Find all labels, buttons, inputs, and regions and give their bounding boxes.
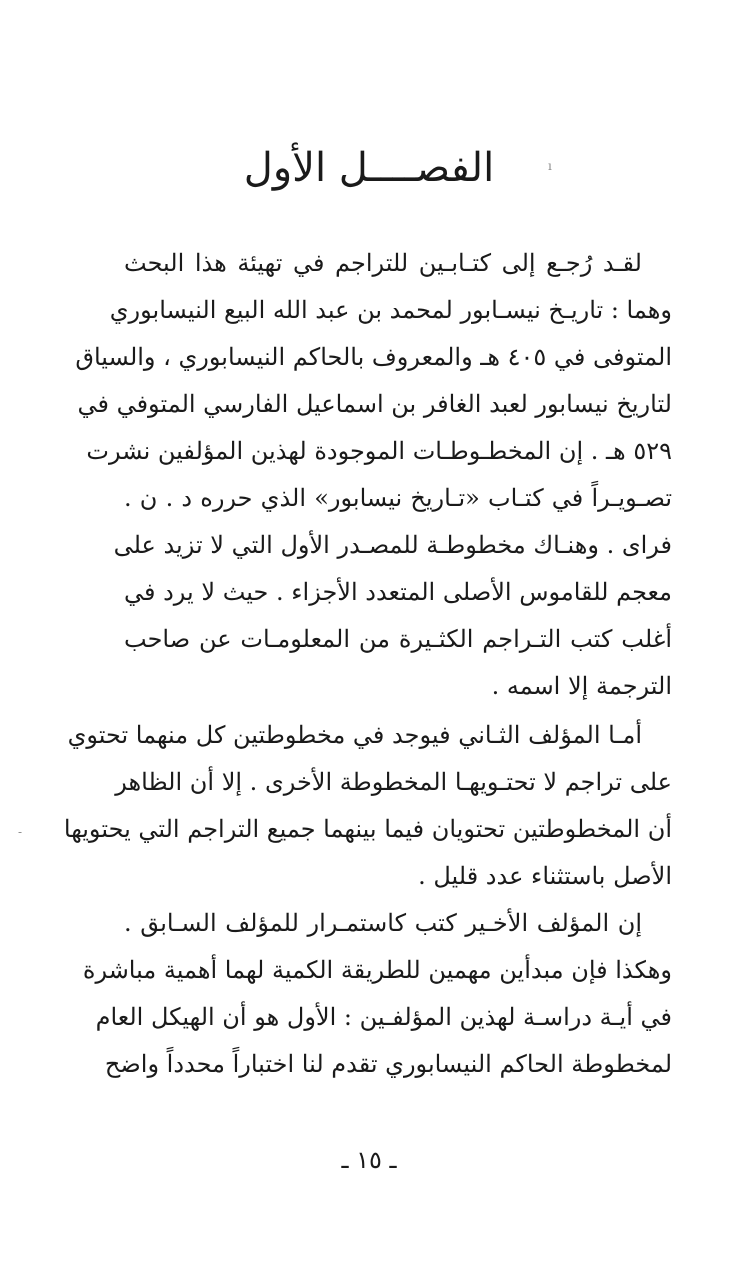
text-line: الترجمة إلا اسمه . xyxy=(491,672,672,700)
text-line: الأصل باستثناء عدد قليل . xyxy=(418,862,672,890)
text-line: أن المخطوطتين تحتويان فيما بينهما جميع التراجم التي يحتويها xyxy=(63,815,672,843)
margin-mark-side: - xyxy=(18,825,23,839)
chapter-title: الفصــــل الأول xyxy=(243,145,495,191)
text-line: لمخطوطة الحاكم النيسابوري تقدم لنا اختباراً محدداً واضح xyxy=(104,1050,672,1078)
text-line: إن المؤلف الأخـير كتب كاستمـرار للمؤلف السـابق . xyxy=(124,909,642,937)
text-line: في أيـة دراسـة لهذين المؤلفـين : الأول هو أن الهيكل العام xyxy=(95,1003,672,1031)
text-line: المتوفى في ٤٠٥ هـ والمعروف بالحاكم النيسابوري ، والسياق xyxy=(75,343,672,371)
margin-mark-top: ı xyxy=(548,159,552,173)
text-line: تصـويـراً في كتـاب «تـاريخ نيسابور» الذي حرره د . ن . xyxy=(124,484,672,512)
paragraph-2 xyxy=(63,712,672,900)
text-line: أغلب كتب التـراجم الكثـيرة من المعلومـات عن صاحب xyxy=(124,625,672,653)
page-number: ـ ١٥ ـ xyxy=(341,1146,397,1174)
text-line: لتاريخ نيسابور لعبد الغافر بن اسماعيل الفارسي المتوفي في xyxy=(77,390,672,418)
text-line: لقـد رُجـع إلى كتـابـين للتراجم في تهيئة هذا البحث xyxy=(124,249,642,277)
text-line: معجم للقاموس الأصلى المتعدد الأجزاء . حيث لا يرد في xyxy=(124,578,672,606)
text-line: وهما : تاريـخ نيسـابور لمحمد بن عبد الله البيع النيسابوري xyxy=(109,296,672,324)
text-line: أمـا المؤلف الثـاني فيوجد في مخطوطتين كل منهما تحتوي xyxy=(67,721,642,749)
paragraph-1 xyxy=(75,240,672,710)
paragraph-3 xyxy=(82,900,672,1088)
text-line: على تراجم لا تحتـويهـا المخطوطة الأخرى . إلا أن الظاهر xyxy=(115,768,672,796)
text-line: فراى . وهنـاك مخطوطـة للمصـدر الأول التي لا تزيد على xyxy=(113,531,672,559)
text-line: ٥٢٩ هـ . إن المخطـوطـات الموجودة لهذين المؤلفين نشرت xyxy=(86,437,672,465)
text-line: وهكذا فإن مبدأين مهمين للطريقة الكمية لهما أهمية مباشرة xyxy=(82,956,672,984)
